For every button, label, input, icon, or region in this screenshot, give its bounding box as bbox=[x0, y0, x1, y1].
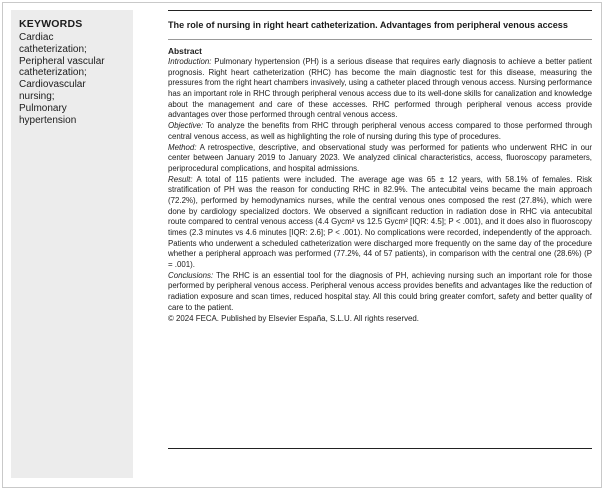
conclusions-label: Conclusions: bbox=[168, 270, 214, 280]
keywords-panel bbox=[11, 10, 133, 478]
abstract-text bbox=[168, 57, 592, 324]
keyword-line: catheterization; bbox=[19, 67, 87, 79]
copyright-notice: © 2024 FECA. Published by Elsevier España, S.L.U. All rights reserved. bbox=[168, 313, 419, 323]
keyword-line: Pulmonary bbox=[19, 102, 67, 114]
keywords-heading: KEYWORDS bbox=[19, 18, 83, 30]
result-label: Result: bbox=[168, 174, 193, 184]
introduction-paragraph bbox=[168, 57, 592, 121]
title-divider bbox=[168, 39, 592, 40]
article-title: The role of nursing in right heart catheterization. Advantages from peripheral venous access bbox=[168, 20, 568, 30]
conclusions-paragraph bbox=[168, 271, 592, 314]
article-body bbox=[168, 10, 592, 324]
method-label: Method: bbox=[168, 142, 197, 152]
keyword-line: catheterization; bbox=[19, 43, 87, 55]
objective-text: To analyze the benefits from RHC through peripheral venous access compared to those performed through central venous access, as well as highlighting the role of nursing during this type of procedures. bbox=[168, 121, 592, 141]
result-paragraph bbox=[168, 175, 592, 271]
bottom-divider bbox=[168, 448, 592, 449]
keyword-line: Cardiac bbox=[19, 32, 54, 43]
method-text: A retrospective, descriptive, and observational study was performed for patients who underwent RHC in our center between January 2019 to January 2023. We analyzed clinical characteristics, access, fluoroscopy parameters, periprocedural complications, and hospital admissions. bbox=[168, 142, 592, 173]
method-paragraph bbox=[168, 143, 592, 175]
abstract-heading: Abstract bbox=[168, 46, 202, 56]
introduction-text: Pulmonary hypertension (PH) is a serious disease that requires early diagnosis to achieve a better patient prognosis. Right heart catheterization (RHC) has become the main diagnostic test for this disease, measuring the pressures from the right heart chambers invasively, using a catheter placed through venous access. Nursing performance has an important role in RHC through peripheral venous access due to its well-done skills for canalization and knowledge about the management and care of these accesses. RHC performed through peripheral venous access provide advantages over those performed through central venous access. bbox=[168, 57, 592, 120]
keyword-line: Cardiovascular bbox=[19, 79, 86, 91]
keywords-list bbox=[19, 32, 126, 126]
top-divider bbox=[168, 10, 592, 11]
objective-paragraph bbox=[168, 121, 592, 142]
keyword-line: nursing; bbox=[19, 90, 55, 102]
keyword-line: hypertension bbox=[19, 114, 77, 126]
conclusions-text: The RHC is an essential tool for the diagnosis of PH, achieving nursing such an important role for those performed by peripheral venous access. Peripheral venous access provides benefits and advantages like the reduction of radiation exposure and scan times, reduced hospital stay. All this could bring greater comfort, safety and better quality of care to the patient. bbox=[168, 270, 592, 312]
objective-label: Objective: bbox=[168, 121, 204, 131]
keyword-line: Peripheral vascular bbox=[19, 55, 105, 67]
introduction-label: Introduction: bbox=[168, 57, 212, 66]
result-text: A total of 115 patients were included. The average age was 65 ± 12 years, with 58.1% of females. Risk stratification of PH was the reason for conducting RHC in 82.9%. The antecubital veins became the main approach (72.2%), performed by hemodynamics nurses, while the central venous ones composed the rest (27.8%), which were done by cardiology specialized doctors. We observed a significant reduction in radiation dose in RHC via antecubital route compared to central venous access (4.4 Gycm² vs 12.5 Gycm² [IQR: 4.5]; P < .001), and it does also in fluoroscopy times (2.3 minutes vs 4.6 minutes [IQR: 2.6]; P < .001). No complications were recorded, independently of the approach. Patients who underwent a scheduled catheterization were discharged more frequently on the same day of the procedure whether a peripheral approach was performed (77.2%, 44 of 57 patients), in comparison with the central one (28.6%) (P = .001). bbox=[168, 174, 592, 270]
